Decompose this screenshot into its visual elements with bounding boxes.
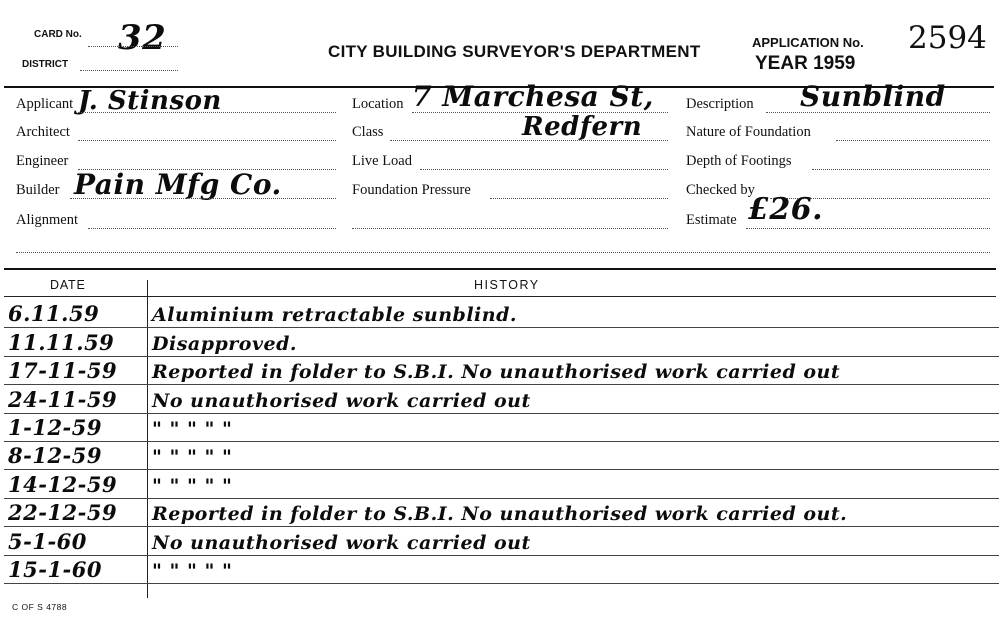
history-entry: Reported in folder to S.B.I. No unauthorised work carried out. — [152, 503, 848, 526]
class-value: Redfern — [522, 112, 643, 142]
history-date: 1-12-59 — [8, 414, 102, 440]
form-code: C OF S 4788 — [12, 602, 68, 612]
department-title: CITY BUILDING SURVEYOR'S DEPARTMENT — [328, 42, 701, 61]
architect-label: Architect — [16, 124, 70, 140]
history-row — [0, 556, 999, 584]
builder-value: Pain Mfg Co. — [74, 168, 282, 201]
location-label: Location — [352, 96, 404, 112]
blank-dotted-line — [16, 252, 990, 253]
history-top-rule — [4, 268, 996, 270]
card-no-value: 32 — [118, 18, 167, 58]
card-no-line — [88, 46, 178, 47]
architect-line — [78, 140, 336, 141]
history-date: 5-1-60 — [8, 528, 87, 554]
applicant-label: Applicant — [16, 96, 74, 112]
date-column-header: DATE — [50, 278, 86, 292]
district-label: DISTRICT — [22, 59, 69, 70]
nature-of-foundation-line — [836, 140, 990, 141]
history-row — [0, 470, 999, 498]
estimate-line — [746, 228, 990, 229]
history-date: 6.11.59 — [8, 301, 100, 327]
history-row — [0, 385, 999, 413]
history-row — [0, 300, 999, 328]
district-line — [80, 70, 178, 71]
description-label: Description — [686, 96, 754, 112]
history-date: 22-12-59 — [8, 500, 118, 526]
builder-label: Builder — [16, 182, 60, 198]
description-value: Sunblind — [800, 80, 946, 113]
history-header-rule — [4, 296, 996, 297]
history-row — [0, 357, 999, 385]
engineer-label: Engineer — [16, 153, 69, 169]
applicant-value: J. Stinson — [78, 86, 222, 116]
card-no-label: CARD No. — [34, 29, 82, 40]
estimate-value: £26. — [748, 192, 824, 227]
application-number: 2594 — [908, 20, 987, 56]
history-entry: " " " " " — [152, 559, 233, 582]
history-row — [0, 499, 999, 527]
history-entry: Reported in folder to S.B.I. No unauthorised work carried out — [152, 361, 841, 384]
history-entry: " " " " " — [152, 417, 233, 440]
depth-of-footings-line — [812, 169, 990, 170]
history-entry: Aluminium retractable sunblind. — [152, 304, 517, 327]
history-date: 24-11-59 — [8, 386, 118, 412]
live-load-label: Live Load — [352, 153, 412, 169]
history-row — [0, 442, 999, 470]
history-date: 14-12-59 — [8, 471, 118, 497]
class-line — [390, 140, 668, 141]
year-label: YEAR 1959 — [755, 53, 856, 74]
history-column-header: HISTORY — [474, 278, 540, 292]
history-row — [0, 527, 999, 555]
history-row-rule — [4, 583, 999, 584]
history-entry: " " " " " — [152, 446, 233, 469]
location-value: 7 Marchesa St, — [412, 80, 654, 113]
history-entry: Disapproved. — [152, 332, 297, 355]
history-row — [0, 328, 999, 356]
application-label: APPLICATION No. — [752, 35, 864, 50]
history-date: 17-11-59 — [8, 358, 118, 384]
depth-of-footings-label: Depth of Footings — [686, 153, 792, 169]
history-entry: " " " " " — [152, 474, 233, 497]
history-date: 8-12-59 — [8, 443, 102, 469]
history-date: 11.11.59 — [8, 329, 115, 355]
checked-by-label: Checked by — [686, 182, 755, 198]
column-2-blank-line — [352, 228, 668, 229]
history-date: 15-1-60 — [8, 556, 102, 582]
live-load-line — [420, 169, 668, 170]
alignment-line — [88, 228, 336, 229]
history-entry: No unauthorised work carried out — [152, 531, 531, 554]
description-line — [766, 112, 990, 113]
estimate-label: Estimate — [686, 212, 737, 228]
nature-of-foundation-label: Nature of Foundation — [686, 124, 811, 140]
builder-line — [70, 198, 336, 199]
foundation-pressure-label: Foundation Pressure — [352, 182, 471, 198]
history-entry: No unauthorised work carried out — [152, 389, 531, 412]
applicant-line — [78, 112, 336, 113]
alignment-label: Alignment — [16, 212, 79, 228]
history-row — [0, 414, 999, 442]
class-label: Class — [352, 124, 384, 140]
foundation-pressure-line — [490, 198, 668, 199]
